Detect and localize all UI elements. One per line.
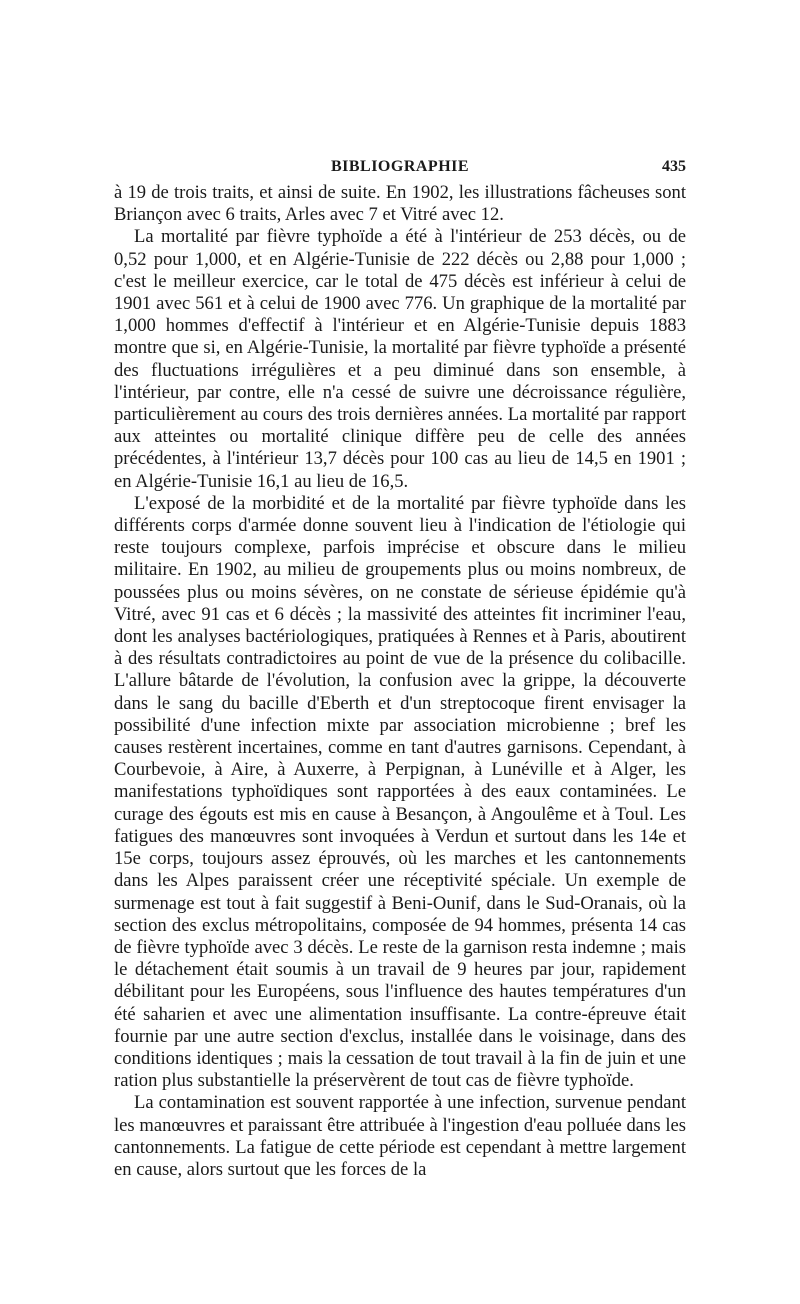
paragraph-mortality: La mortalité par fièvre typhoïde a été à l'intérieur de 253 décès, ou de 0,52 pour 1,000, et en Algérie-Tunisie de 222 décès ou 2,88 pour 1,000 ; c'est le meilleur exercice, car le total de 475 décès est inférieur à celui de 1901 avec 561 et à celui de 1900 avec 776. Un graphique de la mortalité par 1,000 hommes d'effectif à l'intérieur et en Algérie-Tunisie depuis 1883 montre que si, en Algérie-Tunisie, la mortalité par fièvre typhoïde a présenté des fluctuations irrégulières et a peu diminué dans son ensemble, à l'intérieur, par contre, elle n'a cessé de suivre une décroissance régulière, particulièrement au cours des trois dernières années. La mortalité par rapport aux atteintes ou mortalité clinique diffère peu de celle des années précédentes, à l'intérieur 13,7 décès pour 100 cas au lieu de 14,5 en 1901 ; en Algérie-Tunisie 16,1 au lieu de 16,5. — [114, 226, 686, 492]
paragraph-continued: à 19 de trois traits, et ainsi de suite. En 1902, les illustrations fâcheuses sont Briançon avec 6 traits, Arles avec 7 et Vitré avec 12. — [114, 182, 686, 226]
document-page — [114, 152, 686, 1181]
paragraph-contamination: La contamination est souvent rapportée à une infection, survenue pendant les manœuvres et paraissant être attribuée à l'ingestion d'eau polluée dans les cantonnements. La fatigue de cette période est cependant à mettre largement en cause, alors surtout que les forces de la — [114, 1092, 686, 1180]
body-text — [114, 182, 686, 1181]
page-number: 435 — [662, 158, 686, 175]
paragraph-etiology: L'exposé de la morbidité et de la mortalité par fièvre typhoïde dans les différents corps d'armée donne souvent lieu à l'indication de l'étiologie qui reste toujours complexe, parfois imprécise et obscure dans le milieu militaire. En 1902, au milieu de groupements plus ou moins nombreux, de poussées plus ou moins sévères, on ne constate de sérieuse épidémie qu'à Vitré, avec 91 cas et 6 décès ; la massivité des atteintes fit incriminer l'eau, dont les analyses bactériologiques, pratiquées à Rennes et à Paris, aboutirent à des résultats contradictoires au point de vue de la présence du colibacille. L'allure bâtarde de l'évolution, la confusion avec la grippe, la découverte dans le sang du bacille d'Eberth et d'un streptocoque firent envisager la possibilité d'une infection mixte par association microbienne ; bref les causes restèrent incertaines, comme en tant d'autres garnisons. Cependant, à Courbevoie, à Aire, à Auxerre, à Perpignan, à Lunéville et à Alger, les manifestations typhoïdiques sont rapportées à des eaux contaminées. Le curage des égouts est mis en cause à Besançon, à Angoulême et à Toul. Les fatigues des manœuvres sont invoquées à Verdun et surtout dans les 14e et 15e corps, toujours assez éprouvés, où les marches et les cantonnements dans les Alpes paraissent créer une réceptivité spéciale. Un exemple de surmenage est tout à fait suggestif à Beni-Ounif, dans le Sud-Oranais, où la section des exclus métropolitains, composée de 94 hommes, présenta 14 cas de fièvre typhoïde avec 3 décès. Le reste de la garnison resta indemne ; mais le détachement était soumis à un travail de 9 heures par jour, rapidement débilitant pour les Européens, sous l'influence des hautes températures d'un été saharien et avec une alimentation insuffisante. La contre-épreuve était fournie par une autre section d'exclus, installée dans le voisinage, dans des conditions identiques ; mais la cessation de tout travail à la fin de juin et une ration plus substantielle la préservèrent de tout cas de fièvre typhoïde. — [114, 492, 686, 1092]
page-title: BIBLIOGRAPHIE — [330, 158, 470, 175]
running-header — [114, 152, 686, 182]
